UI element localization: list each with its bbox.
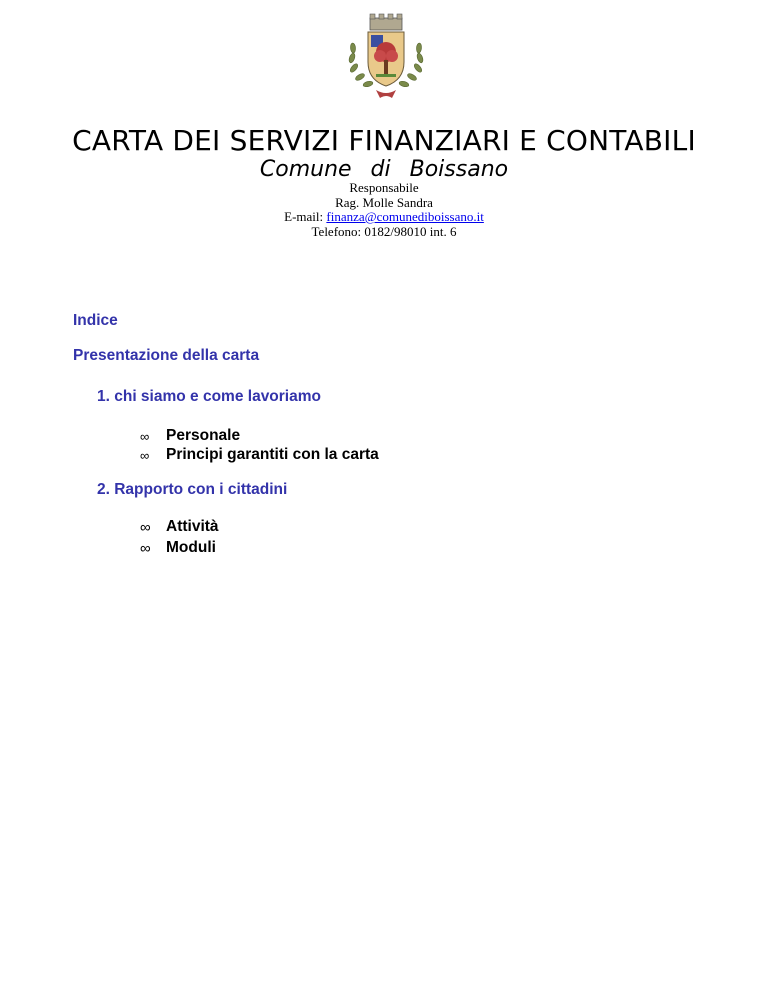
infinity-bullet-icon: ∞	[140, 519, 151, 536]
contact-role: Responsabile	[349, 180, 419, 195]
toc-item-label: Moduli	[166, 539, 216, 556]
toc-item-label: Attività	[166, 518, 219, 535]
infinity-bullet-icon: ∞	[140, 429, 150, 444]
toc-item-label: Personale	[166, 427, 241, 444]
infinity-bullet-icon: ∞	[140, 540, 151, 557]
toc-item-label: Principi garantiti con la carta	[166, 446, 379, 463]
email-link[interactable]: finanza@comunediboissano.it	[326, 209, 484, 224]
contact-phone: Telefono: 0182/98010 int. 6	[311, 223, 457, 239]
contact-email-line	[0, 210, 768, 225]
toc-heading: Indice	[73, 312, 118, 329]
infinity-bullet-icon: ∞	[140, 448, 150, 463]
municipality-name: Comune di Boissano	[259, 157, 509, 182]
contact-name: Rag. Molle Sandra	[335, 194, 433, 210]
contact-block	[0, 181, 768, 239]
toc-section-2[interactable]: 2. Rapporto con i cittadini	[97, 481, 288, 498]
email-label: E-mail:	[284, 209, 327, 224]
coat-of-arms-icon	[340, 10, 432, 102]
document-title: CARTA DEI SERVIZI FINANZIARI E CONTABILI	[72, 124, 696, 157]
toc-section-1[interactable]: 1. chi siamo e come lavoriamo	[97, 388, 321, 405]
toc-intro-link[interactable]: Presentazione della carta	[73, 347, 260, 364]
